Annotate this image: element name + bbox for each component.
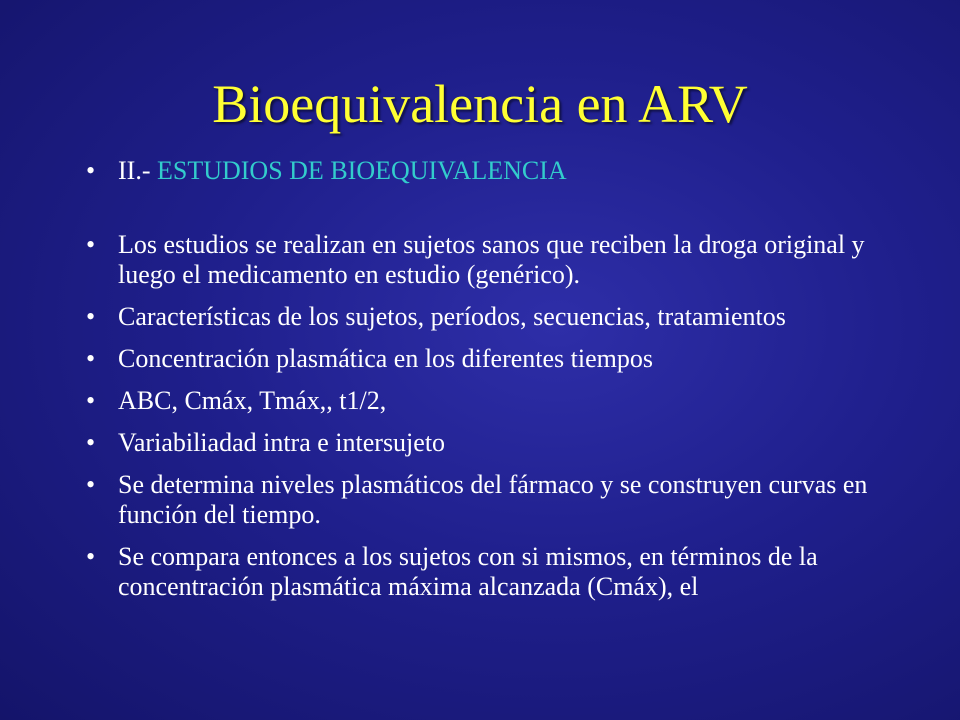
bullet-item: [86, 344, 906, 374]
slide-title: Bioequivalencia en ARV: [212, 74, 748, 134]
bullet-text: Características de los sujetos, períodos, secuencias, tratamientos: [118, 302, 786, 331]
bullet-icon: •: [86, 344, 96, 373]
bullet-prefix: II.-: [118, 156, 157, 185]
bullet-icon: •: [86, 428, 96, 457]
bullet-icon: •: [86, 156, 96, 185]
bullet-text: Se compara entonces a los sujetos con si mismos, en términos de la concentración plasmática máxima alcanzada (Cmáx), el: [118, 542, 818, 601]
bullet-icon: •: [86, 302, 96, 331]
bullet-text: ABC, Cmáx, Tmáx,, t1/2,: [118, 386, 387, 415]
bullet-icon: •: [86, 386, 96, 415]
bullet-icon: •: [86, 542, 96, 571]
bullet-icon: •: [86, 230, 96, 259]
section-subheading: ESTUDIOS DE BIOEQUIVALENCIA: [156, 156, 567, 185]
bullet-text: Se determina niveles plasmáticos del fármaco y se construyen curvas en función del tiempo.: [118, 470, 868, 529]
bullet-text: Variabiliadad intra e intersujeto: [118, 428, 446, 457]
bullet-text: Concentración plasmática en los diferentes tiempos: [118, 344, 653, 373]
bullet-item-heading: [86, 156, 906, 186]
bullet-icon: •: [86, 470, 96, 499]
bullet-item: [86, 470, 906, 530]
bullet-item: [86, 428, 906, 458]
bullet-item: [86, 386, 906, 416]
bullet-item: [86, 230, 906, 290]
bullet-item: [86, 542, 906, 602]
bullet-text: Los estudios se realizan en sujetos sanos que reciben la droga original y luego el medicamento en estudio (genérico).: [118, 230, 865, 289]
bullet-item: [86, 302, 906, 332]
bullet-list: [86, 156, 906, 614]
